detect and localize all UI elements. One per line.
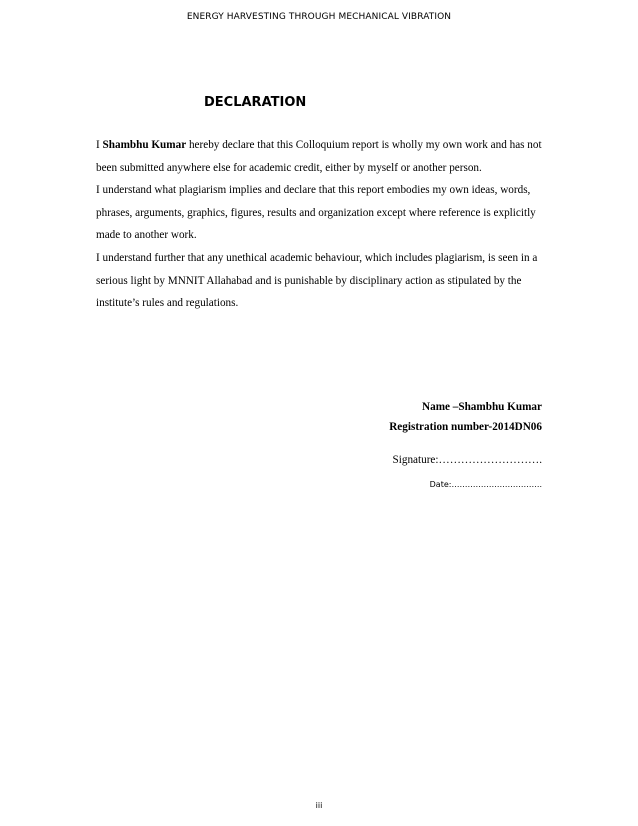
- declaration-body: [96, 134, 548, 315]
- signature-block: [242, 397, 542, 491]
- signatory-name: Name –Shambhu Kumar: [422, 401, 542, 413]
- paragraph-3: I understand further that any unethical academic behaviour, which includes plagiarism, is seen in a serious light by MNNIT Allahabad and is punishable by disciplinary action as stipulated by the institute’s rules and regulations.: [96, 251, 538, 310]
- page-title: DECLARATION: [204, 95, 307, 110]
- running-header: ENERGY HARVESTING THROUGH MECHANICAL VIBRATION: [186, 12, 452, 22]
- author-name: Shambhu Kumar: [102, 139, 187, 151]
- paragraph-2: I understand what plagiarism implies and declare that this report embodies my own ideas, words, phrases, arguments, graphics, figures, results and organization except where reference is explicitly made to another work.: [96, 184, 536, 242]
- paragraph-1: [96, 134, 548, 179]
- paragraph-1-prefix: I: [96, 139, 103, 151]
- signature-line: Signature:……………………….: [392, 454, 542, 466]
- paragraph-1-rest: hereby declare that this Colloquium report is wholly my own work and has not been submitted anywhere else for academic credit, either by myself or another person.: [96, 139, 542, 174]
- registration-number: Registration number-2014DN06: [389, 421, 542, 433]
- page-number: iii: [315, 801, 323, 810]
- date-line: Date:…………………………….: [429, 480, 542, 489]
